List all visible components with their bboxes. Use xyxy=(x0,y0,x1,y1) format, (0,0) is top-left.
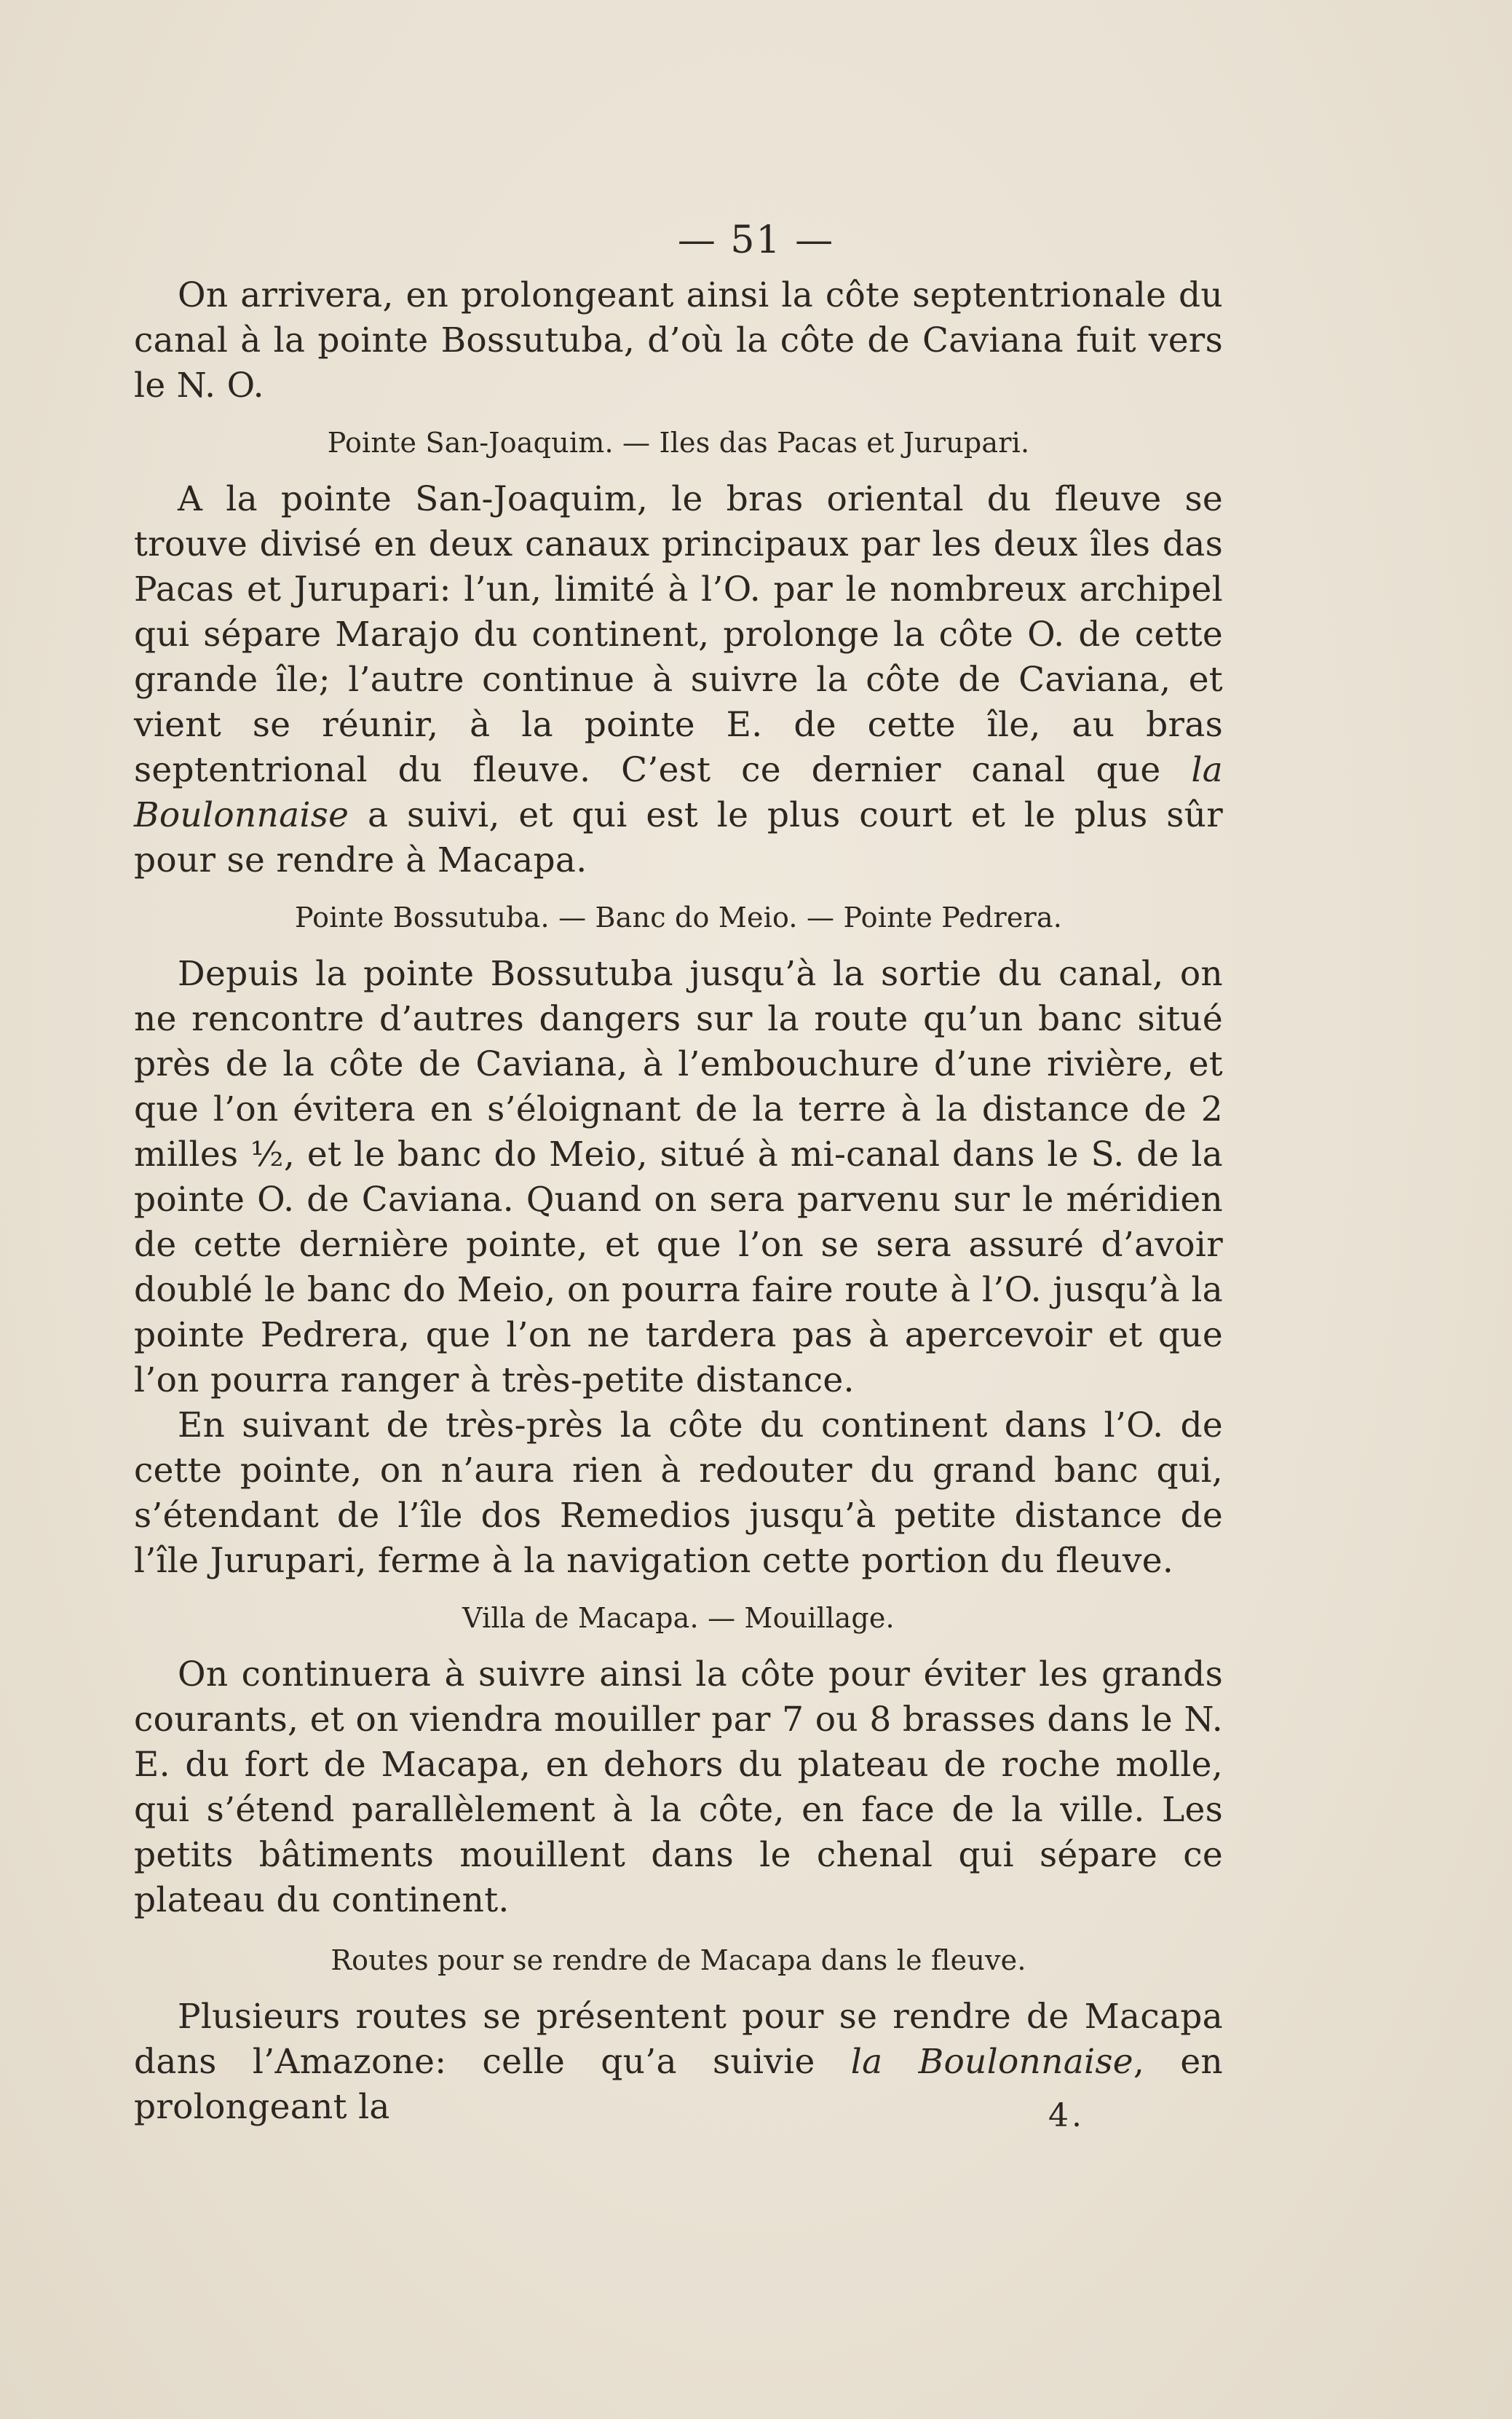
paragraph-2-text-b: a suivi, et qui est le plus court et le plus sûr pour se rendre à Macapa. xyxy=(134,795,1223,880)
paragraph-6-text-a: Plusieurs routes se présentent pour se rendre de Macapa dans l’Amazone: celle qu’a suivie xyxy=(134,1997,1223,2082)
signature-mark: 4. xyxy=(1048,2097,1085,2134)
paragraph-5: On continuera à suivre ainsi la côte pour éviter les grands courants, et on viendra mouiller par 7 ou 8 brasses dans le N. E. du fort de Macapa, en dehors du plateau de roche molle, qui s’étend parallèlement à la côte, en face de la ville. Les petits bâtiments mouillent dans le chenal qui sépare ce plateau du continent. xyxy=(134,1654,1223,1920)
body-text xyxy=(134,273,1223,2130)
page-number: — 51 — xyxy=(677,218,835,262)
paragraph-3: Depuis la pointe Bossutuba jusqu’à la sortie du canal, on ne rencontre d’autres dangers sur la route qu’un banc situé près de la côte de Caviana, à l’embouchure d’une rivière, et que l’on évitera en s’éloignant de la terre à la distance de 2 milles ½, et le banc do Meio, situé à mi-canal dans le S. de la pointe O. de Caviana. Quand on sera parvenu sur le méridien de cette dernière pointe, et que l’on se sera assuré d’avoir doublé le banc do Meio, on pourra faire route à l’O. jusqu’à la pointe Pedrera, que l’on ne tardera pas à apercevoir et que l’on pourra ranger à très-petite distance. xyxy=(134,954,1223,1400)
heading-pointe-san-joaquim: Pointe San-Joaquim. — Iles das Pacas et Jurupari. xyxy=(327,427,1030,459)
paragraph-1: On arrivera, en prolongeant ainsi la côte septentrionale du canal à la pointe Bossutuba, d’où la côte de Caviana fuit vers le N. O. xyxy=(134,275,1223,406)
ship-name-italic: la Boulonnaise xyxy=(134,750,1223,835)
heading-villa-de-macapa: Villa de Macapa. — Mouillage. xyxy=(462,1602,895,1634)
heading-pointe-bossutuba: Pointe Bossutuba. — Banc do Meio. — Pointe Pedrera. xyxy=(294,901,1063,934)
paragraph-2 xyxy=(134,477,1223,883)
paragraph-6-text-b: , en prolongeant la xyxy=(134,2042,1224,2127)
paragraph-4: En suivant de très-près la côte du continent dans l’O. de cette pointe, on n’aura rien à redouter du grand banc qui, s’étendant de l’île dos Remedios jusqu’à petite distance de l’île Jurupari, ferme à la navigation cette portion du fleuve. xyxy=(134,1405,1223,1581)
heading-routes-macapa: Routes pour se rendre de Macapa dans le fleuve. xyxy=(330,1944,1026,1976)
ship-name-italic-2: la Boulonnaise xyxy=(850,2042,1133,2082)
paragraph-2-text-a: A la pointe San-Joaquim, le bras oriental du fleuve se trouve divisé en deux canaux principaux par les deux îles das Pacas et Jurupari: l’un, limité à l’O. par le nombreux archipel qui sépare Marajo du continent, prolonge la côte O. de cette grande île; l’autre continue à suivre la côte de Caviana, et vient se réunir, à la pointe E. de cette île, au bras septentrional du fleuve. C’est ce dernier canal que xyxy=(134,479,1223,790)
